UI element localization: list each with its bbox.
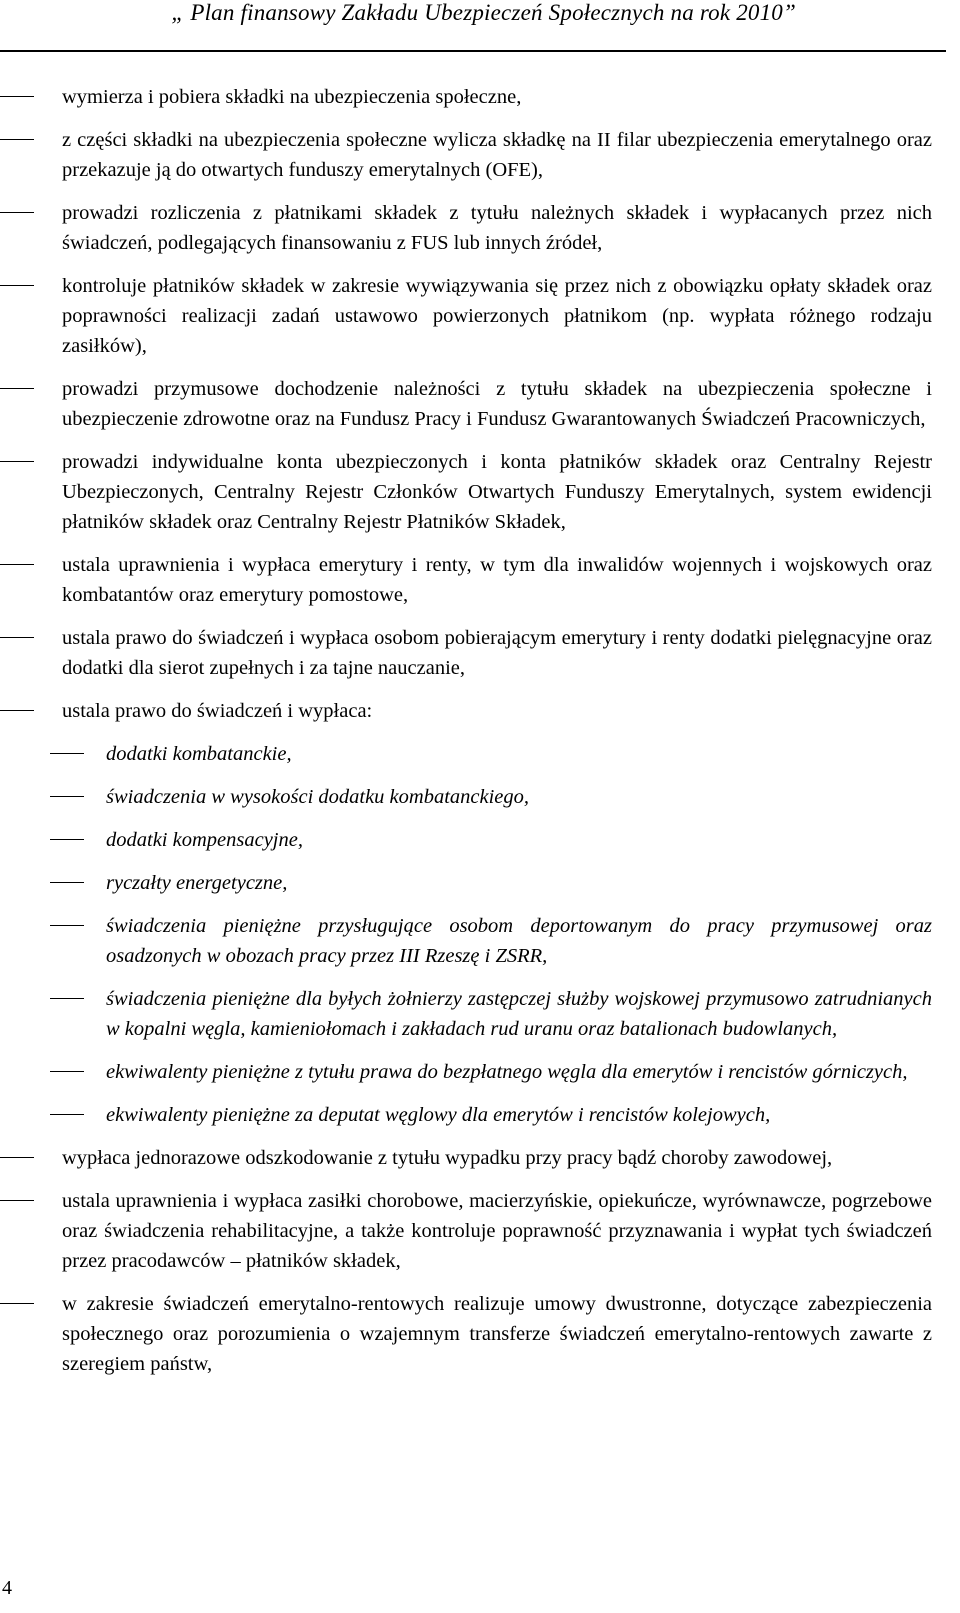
list-item — [0, 696, 940, 726]
list-item-text: wymierza i pobiera składki na ubezpieczenia społeczne, — [62, 86, 522, 108]
list-item-text: ustala uprawnienia i wypłaca zasiłki chorobowe, macierzyńskie, opiekuńcze, wyrównawcze, pogrzebowe oraz świadczenia rehabilitacyjne, a także kontroluje poprawność przyznawania i wypłat tych świadczeń przez pracodawców – płatników składek, — [62, 1190, 932, 1272]
dash-bullet — [50, 796, 84, 797]
dash-bullet — [0, 388, 34, 389]
list-item — [0, 198, 940, 258]
sub-list-item-text: świadczenia w wysokości dodatku kombatanckiego, — [106, 786, 530, 808]
list-item-text: prowadzi przymusowe dochodzenie należności z tytułu składek na ubezpieczenia społeczne i ubezpieczenie zdrowotne oraz na Fundusz Pracy i Fundusz Gwarantowanych Świadczeń Pracowniczych, — [62, 378, 932, 430]
sub-list-item-text: dodatki kombatanckie, — [106, 743, 292, 765]
dash-bullet — [0, 637, 34, 638]
dash-bullet — [0, 1200, 34, 1201]
duties-list — [0, 82, 940, 1379]
sub-list-item — [0, 911, 940, 971]
document-body — [0, 82, 940, 1392]
sub-list-item — [0, 1057, 940, 1087]
sub-list-item — [0, 782, 940, 812]
header-title: „ Plan finansowy Zakładu Ubezpieczeń Społecznych na rok 2010” — [171, 0, 796, 25]
dash-bullet — [0, 1157, 34, 1158]
sub-list-item-text: ekwiwalenty pieniężne z tytułu prawa do bezpłatnego węgla dla emerytów i rencistów górniczych, — [106, 1061, 908, 1083]
list-item — [0, 125, 940, 185]
list-item-text: ustala prawo do świadczeń i wypłaca: — [62, 700, 373, 722]
dash-bullet — [0, 96, 34, 97]
list-item-text: z części składki na ubezpieczenia społeczne wylicza składkę na II filar ubezpieczenia emerytalnego oraz przekazuje ją do otwartych funduszy emerytalnych (OFE), — [62, 129, 932, 181]
list-item — [0, 550, 940, 610]
dash-bullet — [50, 839, 84, 840]
dash-bullet — [50, 998, 84, 999]
list-item-text: prowadzi rozliczenia z płatnikami składek z tytułu należnych składek i wypłacanych przez nich świadczeń, podlegających finansowaniu z FUS lub innych źródeł, — [62, 202, 932, 254]
sub-list-item-text: ryczałty energetyczne, — [106, 872, 288, 894]
list-item-text: ustala uprawnienia i wypłaca emerytury i renty, w tym dla inwalidów wojennych i wojskowych oraz kombatantów oraz emerytury pomostowe, — [62, 554, 932, 606]
list-item-text: kontroluje płatników składek w zakresie wywiązywania się przez nich z obowiązku opłaty składek oraz poprawności realizacji zadań ustawowo powierzonych płatnikom (np. wypłata różnego rodzaju zasiłków), — [62, 275, 932, 357]
list-item — [0, 271, 940, 361]
page-header — [0, 0, 946, 54]
sub-list-item — [0, 984, 940, 1044]
dash-bullet — [0, 461, 34, 462]
sub-list-item — [0, 825, 940, 855]
dash-bullet — [0, 285, 34, 286]
list-item-text: prowadzi indywidualne konta ubezpieczonych i konta płatników składek oraz Centralny Rejestr Ubezpieczonych, Centralny Rejestr Członków Otwartych Funduszy Emerytalnych, system ewidencji płatników składek oraz Centralny Rejestr Płatników Składek, — [62, 451, 932, 533]
list-item — [0, 623, 940, 683]
dash-bullet — [50, 925, 84, 926]
dash-bullet — [50, 1114, 84, 1115]
sub-list-item — [0, 868, 940, 898]
dash-bullet — [0, 139, 34, 140]
sub-list-item-text: świadczenia pieniężne przysługujące osobom deportowanym do pracy przymusowej oraz osadzonych w obozach pracy przez III Rzeszę i ZSRR, — [106, 915, 932, 967]
list-item-text: ustala prawo do świadczeń i wypłaca osobom pobierającym emerytury i renty dodatki pielęgnacyjne oraz dodatki dla sierot zupełnych i za tajne nauczanie, — [62, 627, 932, 679]
dash-bullet — [0, 1303, 34, 1304]
list-item-text: wypłaca jednorazowe odszkodowanie z tytułu wypadku przy pracy bądź choroby zawodowej, — [62, 1147, 833, 1169]
sub-list-item-text: świadczenia pieniężne dla byłych żołnierzy zastępczej służby wojskowej przymusowo zatrudnianych w kopalni węgla, kamieniołomach i zakładach rud uranu oraz batalionach budowlanych, — [106, 988, 932, 1040]
sub-list-item-text: ekwiwalenty pieniężne za deputat węglowy dla emerytów i rencistów kolejowych, — [106, 1104, 771, 1126]
page-number: 4 — [2, 1577, 12, 1599]
list-item — [0, 1186, 940, 1276]
list-item — [0, 1143, 940, 1173]
sub-list-item — [0, 739, 940, 769]
dash-bullet — [0, 212, 34, 213]
list-item-text: w zakresie świadczeń emerytalno-rentowych realizuje umowy dwustronne, dotyczące zabezpieczenia społecznego oraz porozumienia o wzajemnym transferze świadczeń emerytalno-rentowych zawarte z szeregiem państw, — [62, 1293, 932, 1375]
dash-bullet — [0, 564, 34, 565]
sub-list-item — [0, 1100, 940, 1130]
list-item — [0, 374, 940, 434]
list-item — [0, 1289, 940, 1379]
list-item — [0, 82, 940, 112]
list-item — [0, 447, 940, 537]
dash-bullet — [50, 882, 84, 883]
dash-bullet — [50, 1071, 84, 1072]
dash-bullet — [50, 753, 84, 754]
dash-bullet — [0, 710, 34, 711]
header-rule — [0, 50, 946, 52]
sub-list-item-text: dodatki kompensacyjne, — [106, 829, 303, 851]
